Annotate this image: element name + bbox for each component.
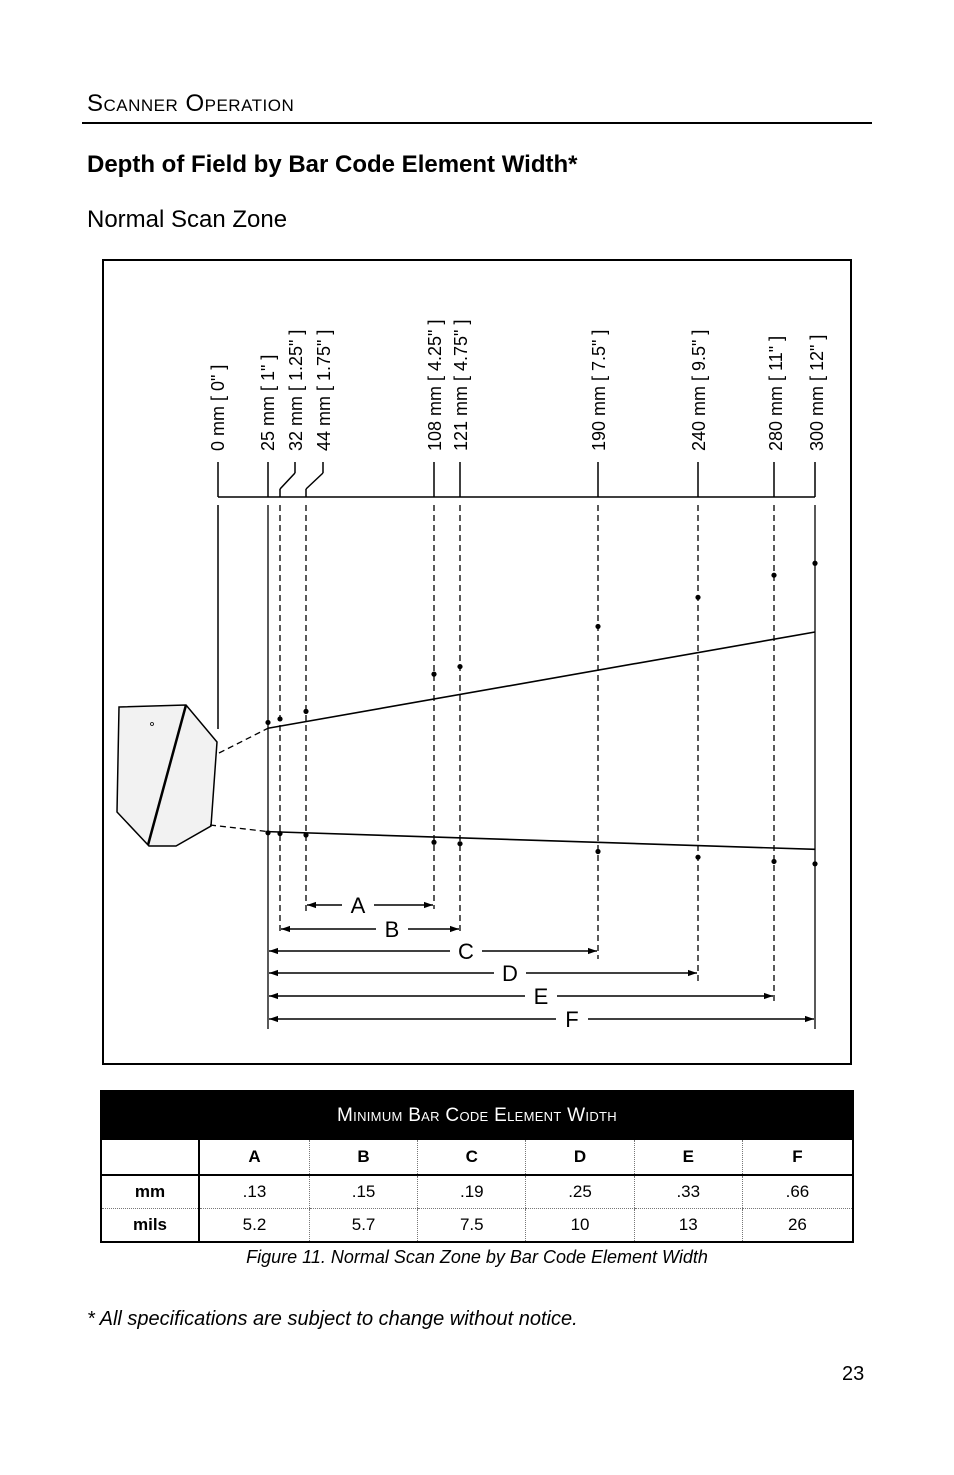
table-corner-cell [101, 1140, 199, 1175]
beam-point [695, 595, 700, 600]
table-cell: 5.7 [309, 1209, 417, 1243]
table-cell: .13 [199, 1175, 309, 1209]
label-connector [306, 473, 323, 489]
table-cell: .66 [742, 1175, 853, 1209]
beam-point [595, 849, 600, 854]
beam-point [457, 841, 462, 846]
distance-label: 190 mm [ 7.5" ] [589, 329, 609, 451]
beam-point [303, 832, 308, 837]
beam-point [771, 573, 776, 578]
distance-label: 25 mm [ 1" ] [258, 354, 278, 451]
beam-edge [219, 728, 268, 753]
beam-point [812, 561, 817, 566]
beam-lower-edge [268, 832, 815, 850]
table-cell: 7.5 [418, 1209, 526, 1243]
distance-label: 280 mm [ 11" ] [766, 335, 786, 451]
range-label: D [502, 961, 518, 986]
beam-point [303, 709, 308, 714]
table-cell: 26 [742, 1209, 853, 1243]
range-label: B [384, 917, 400, 942]
table-heading: Minimum Bar Code Element Width [101, 1091, 853, 1140]
section-header: Scanner Operation [87, 90, 295, 117]
column-header: C [418, 1140, 526, 1175]
beam-point [457, 664, 462, 669]
distance-label: 121 mm [ 4.75" ] [451, 319, 471, 451]
header-divider [82, 122, 872, 124]
page-title: Depth of Field by Bar Code Element Width* [87, 151, 578, 178]
beam-point [265, 830, 270, 835]
table-row [101, 1175, 853, 1209]
column-header: D [526, 1140, 634, 1175]
beam-upper-edge [268, 632, 815, 728]
range-label: A [350, 893, 366, 918]
figure-caption: Figure 11. Normal Scan Zone by Bar Code Element Width [246, 1247, 708, 1267]
scan-zone-diagram [102, 259, 852, 1065]
beam-point [431, 840, 436, 845]
table-cell: .25 [526, 1175, 634, 1209]
table-header-row [101, 1140, 853, 1175]
footnote: * All specifications are subject to change without notice. [87, 1308, 578, 1330]
range-label: C [458, 939, 474, 964]
min-element-width-table [100, 1090, 854, 1243]
page-subtitle: Normal Scan Zone [87, 206, 288, 233]
beam-point [812, 861, 817, 866]
distance-label: 44 mm [ 1.75" ] [314, 329, 334, 451]
distance-label: 32 mm [ 1.25" ] [286, 329, 306, 451]
column-header: B [309, 1140, 417, 1175]
table-row [101, 1209, 853, 1243]
column-header: E [634, 1140, 742, 1175]
page-number: 23 [842, 1363, 865, 1385]
distance-label: 0 mm [ 0" ] [208, 364, 228, 451]
beam-edge [210, 825, 268, 832]
beam-point [277, 831, 282, 836]
table-cell: .19 [418, 1175, 526, 1209]
range-label: F [565, 1007, 579, 1032]
table-cell: 10 [526, 1209, 634, 1243]
row-label: mm [101, 1175, 199, 1209]
distance-label: 240 mm [ 9.5" ] [689, 329, 709, 451]
table-cell: 13 [634, 1209, 742, 1243]
beam-point [277, 716, 282, 721]
beam-point [431, 672, 436, 677]
column-header: F [742, 1140, 853, 1175]
range-label: E [533, 984, 549, 1009]
scanner-icon [117, 705, 217, 846]
row-label: mils [101, 1209, 199, 1243]
table-cell: .33 [634, 1175, 742, 1209]
label-connector [280, 473, 295, 489]
beam-point [265, 720, 270, 725]
beam-point [771, 859, 776, 864]
table-cell: 5.2 [199, 1209, 309, 1243]
beam-point [595, 624, 600, 629]
beam-point [695, 855, 700, 860]
column-header: A [199, 1140, 309, 1175]
distance-label: 300 mm [ 12" ] [807, 334, 827, 451]
table-cell: .15 [309, 1175, 417, 1209]
distance-label: 108 mm [ 4.25" ] [425, 319, 445, 451]
